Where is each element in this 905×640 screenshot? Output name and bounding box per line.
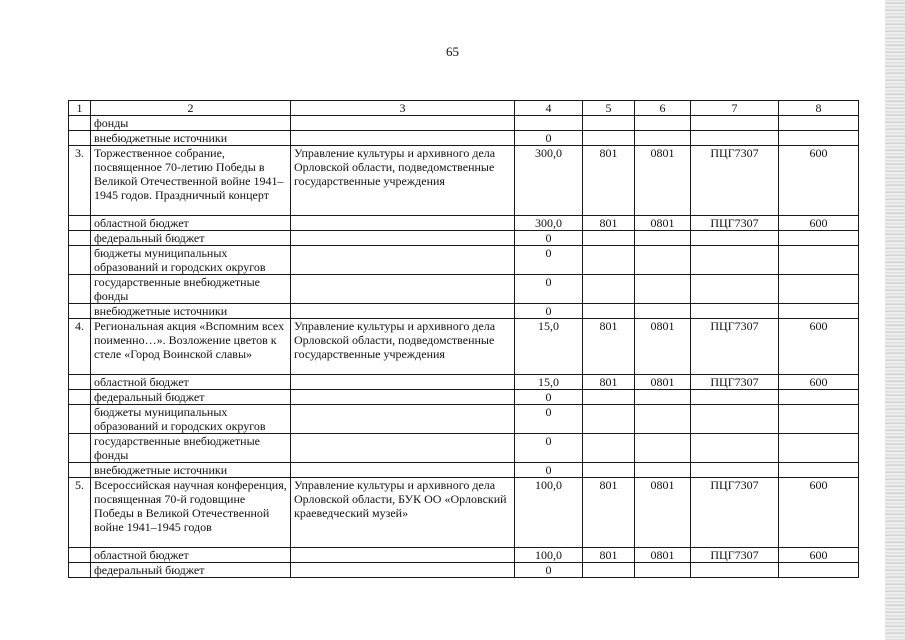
target-code-cell: ПЦГ7307 [691,319,779,375]
table-row [69,390,859,405]
code-0801-cell [635,390,691,405]
row-number-cell [69,463,91,478]
amount-cell: 0 [515,563,583,578]
executor-cell [291,375,515,390]
executor-cell: Управление культуры и архивного дела Орловской области, подведомственные государственные учреждения [291,319,515,375]
type-code-cell [779,390,859,405]
row-number-cell [69,405,91,434]
table-row [69,478,859,548]
column-header: 4 [515,101,583,116]
code-0801-cell: 0801 [635,146,691,216]
executor-cell [291,390,515,405]
amount-cell [515,116,583,131]
code-0801-cell [635,116,691,131]
type-code-cell [779,463,859,478]
item-name-cell: фонды [91,116,291,131]
table-row [69,548,859,563]
table-row [69,131,859,146]
code-801-cell [583,390,635,405]
target-code-cell [691,405,779,434]
amount-cell: 0 [515,246,583,275]
target-code-cell [691,275,779,304]
amount-cell: 0 [515,231,583,246]
row-number-cell [69,390,91,405]
item-name-cell: федеральный бюджет [91,563,291,578]
code-801-cell [583,231,635,246]
amount-cell: 100,0 [515,548,583,563]
type-code-cell [779,304,859,319]
type-code-cell [779,434,859,463]
code-0801-cell [635,463,691,478]
type-code-cell: 600 [779,216,859,231]
executor-cell: Управление культуры и архивного дела Орловской области, подведомственные государственные учреждения [291,146,515,216]
column-header: 1 [69,101,91,116]
amount-cell: 0 [515,434,583,463]
table-row [69,275,859,304]
code-0801-cell [635,275,691,304]
target-code-cell [691,434,779,463]
row-number-cell: 5. [69,478,91,548]
table-row [69,405,859,434]
code-0801-cell [635,405,691,434]
item-name-cell: внебюджетные источники [91,463,291,478]
item-name-cell: Торжественное собрание, посвященное 70-летию Победы в Великой Отечественной войне 1941–1945 годов. Праздничный концерт [91,146,291,216]
table-row [69,319,859,375]
type-code-cell [779,563,859,578]
amount-cell: 0 [515,131,583,146]
table-row [69,375,859,390]
code-801-cell [583,246,635,275]
row-number-cell [69,231,91,246]
target-code-cell: ПЦГ7307 [691,216,779,231]
executor-cell [291,463,515,478]
budget-table [68,100,859,578]
executor-cell [291,275,515,304]
row-number-cell [69,375,91,390]
amount-cell: 0 [515,304,583,319]
code-801-cell [583,463,635,478]
column-header: 8 [779,101,859,116]
code-801-cell: 801 [583,216,635,231]
code-801-cell [583,304,635,319]
code-0801-cell [635,304,691,319]
column-header: 6 [635,101,691,116]
column-header: 5 [583,101,635,116]
target-code-cell [691,131,779,146]
column-header: 7 [691,101,779,116]
item-name-cell: областной бюджет [91,548,291,563]
executor-cell [291,116,515,131]
row-number-cell [69,304,91,319]
row-number-cell [69,246,91,275]
target-code-cell [691,116,779,131]
amount-cell: 300,0 [515,216,583,231]
code-801-cell [583,405,635,434]
executor-cell [291,548,515,563]
table-header-row [69,101,859,116]
column-header: 2 [91,101,291,116]
executor-cell [291,405,515,434]
row-number-cell [69,216,91,231]
code-0801-cell [635,246,691,275]
item-name-cell: бюджеты муниципальных образований и городских округов [91,405,291,434]
amount-cell: 15,0 [515,319,583,375]
row-number-cell [69,116,91,131]
executor-cell: Управление культуры и архивного дела Орловской области, БУК ОО «Орловский краеведческий музей» [291,478,515,548]
target-code-cell [691,563,779,578]
row-number-cell [69,434,91,463]
amount-cell: 300,0 [515,146,583,216]
code-801-cell [583,131,635,146]
table-row [69,216,859,231]
item-name-cell: государственные внебюджетные фонды [91,275,291,304]
target-code-cell: ПЦГ7307 [691,548,779,563]
target-code-cell: ПЦГ7307 [691,375,779,390]
table-row [69,304,859,319]
executor-cell [291,563,515,578]
code-0801-cell: 0801 [635,216,691,231]
table-row [69,434,859,463]
column-header: 3 [291,101,515,116]
executor-cell [291,216,515,231]
item-name-cell: федеральный бюджет [91,390,291,405]
code-0801-cell: 0801 [635,548,691,563]
code-0801-cell: 0801 [635,319,691,375]
target-code-cell [691,231,779,246]
executor-cell [291,131,515,146]
type-code-cell [779,275,859,304]
amount-cell: 0 [515,463,583,478]
target-code-cell [691,390,779,405]
type-code-cell: 600 [779,146,859,216]
code-801-cell [583,275,635,304]
type-code-cell [779,231,859,246]
code-801-cell: 801 [583,319,635,375]
amount-cell: 0 [515,390,583,405]
code-801-cell: 801 [583,548,635,563]
code-801-cell [583,116,635,131]
type-code-cell: 600 [779,375,859,390]
code-0801-cell [635,434,691,463]
row-number-cell: 4. [69,319,91,375]
item-name-cell: областной бюджет [91,375,291,390]
type-code-cell [779,116,859,131]
type-code-cell: 600 [779,548,859,563]
table-row [69,231,859,246]
item-name-cell: федеральный бюджет [91,231,291,246]
code-801-cell: 801 [583,146,635,216]
type-code-cell [779,131,859,146]
item-name-cell: бюджеты муниципальных образований и городских округов [91,246,291,275]
amount-cell: 15,0 [515,375,583,390]
code-801-cell: 801 [583,375,635,390]
type-code-cell: 600 [779,319,859,375]
amount-cell: 0 [515,405,583,434]
row-number-cell: 3. [69,146,91,216]
table-body [69,101,859,578]
row-number-cell [69,548,91,563]
amount-cell: 100,0 [515,478,583,548]
item-name-cell: Всероссийская научная конференция, посвященная 70-й годовщине Победы в Великой Отечественной войне 1941–1945 годов [91,478,291,548]
code-0801-cell [635,131,691,146]
item-name-cell: внебюджетные источники [91,304,291,319]
target-code-cell: ПЦГ7307 [691,146,779,216]
type-code-cell [779,246,859,275]
code-0801-cell: 0801 [635,375,691,390]
item-name-cell: областной бюджет [91,216,291,231]
executor-cell [291,231,515,246]
item-name-cell: Региональная акция «Вспомним всех поименно…». Возложение цветов к стеле «Город Воинской славы» [91,319,291,375]
target-code-cell [691,246,779,275]
code-0801-cell [635,231,691,246]
target-code-cell: ПЦГ7307 [691,478,779,548]
target-code-cell [691,463,779,478]
scan-edge-artifact [885,0,905,640]
item-name-cell: внебюджетные источники [91,131,291,146]
table-row [69,146,859,216]
executor-cell [291,246,515,275]
table-row [69,463,859,478]
code-0801-cell: 0801 [635,478,691,548]
code-0801-cell [635,563,691,578]
code-801-cell: 801 [583,478,635,548]
executor-cell [291,304,515,319]
executor-cell [291,434,515,463]
type-code-cell [779,405,859,434]
table-row [69,563,859,578]
page-number: 65 [446,44,459,59]
code-801-cell [583,434,635,463]
table-row [69,246,859,275]
table-row [69,116,859,131]
type-code-cell: 600 [779,478,859,548]
target-code-cell [691,304,779,319]
code-801-cell [583,563,635,578]
amount-cell: 0 [515,275,583,304]
item-name-cell: государственные внебюджетные фонды [91,434,291,463]
row-number-cell [69,131,91,146]
row-number-cell [69,563,91,578]
row-number-cell [69,275,91,304]
